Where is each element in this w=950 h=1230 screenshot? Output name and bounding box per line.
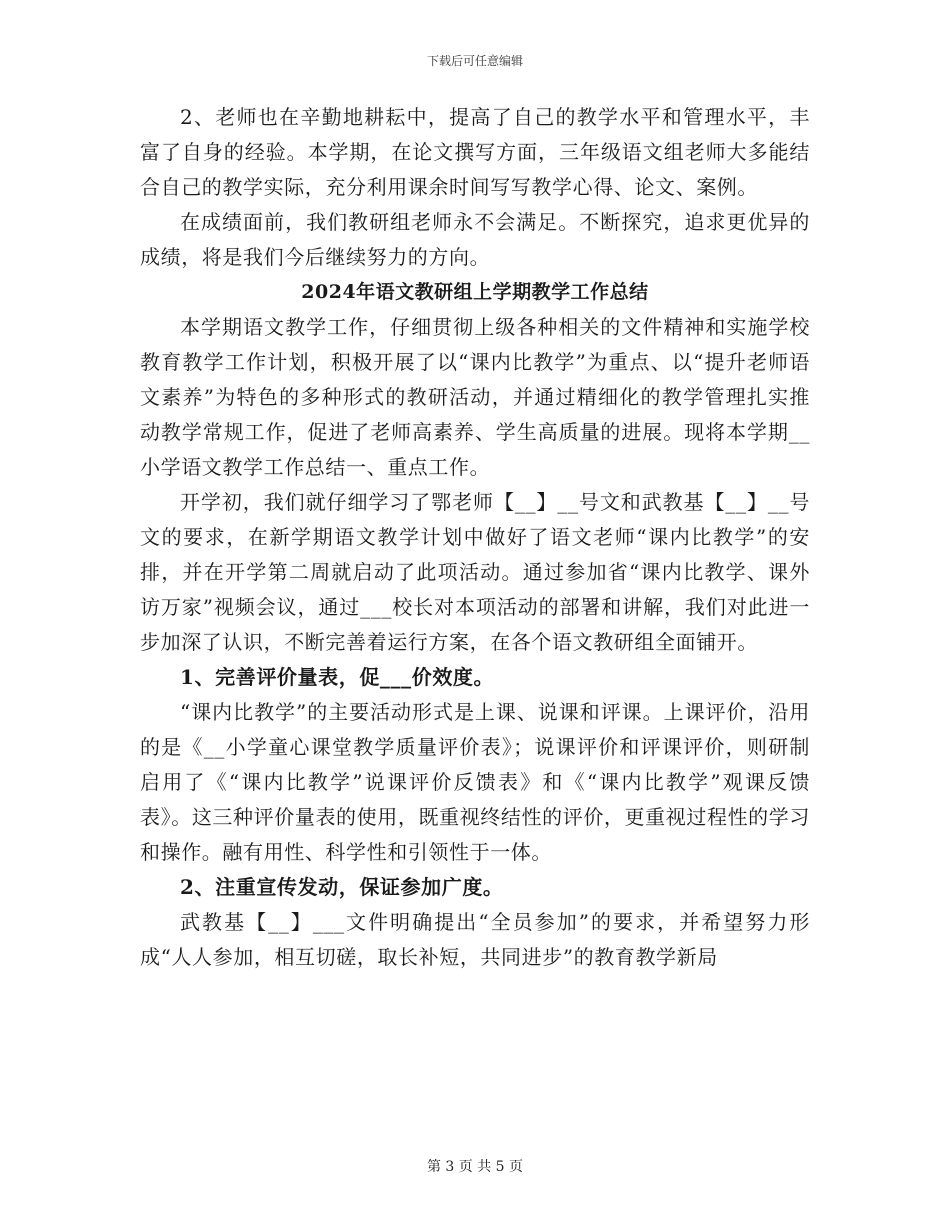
section-heading-evaluation: 1、完善评价量表，促___价效度。 [180,665,495,689]
document-body [140,100,810,975]
paragraph-semester-start: 开学初，我们就仔细学习了鄂老师【__】__号文和武教基【__】__号文的要求，在新学期语文教学计划中做好了语文老师“课内比教学”的安排，并在开学第二周就启动了此项活动。通过参加省“课内比教学、课外访万家”视频会议，通过___校长对本项活动的部署和讲解，我们对此进一步加深了认识，不断完善着运行方案，在各个语文教研组全面铺开。 [140,490,810,654]
paragraph-evaluation: “课内比教学”的主要活动形式是上课、说课和评课。上课评价，沿用的是《__小学童心课堂教学质量评价表》；说课评价和评课评价，则研制启用了《“课内比教学”说课评价反馈表》和《“课内比教学”观课反馈表》。这三种评价量表的使用，既重视终结性的评价，更重视过程性的学习和操作。融有用性、科学性和引领性于一体。 [140,700,810,864]
paragraph-teacher-growth: 2、老师也在辛勤地耕耘中，提高了自己的教学水平和管理水平，丰富了自身的经验。本学期，在论文撰写方面，三年级语文组老师大多能结合自己的教学实际，充分利用课余时间写写教学心得、论文、案例。 [140,105,810,199]
paragraph-overview: 本学期语文教学工作，仔细贯彻上级各种相关的文件精神和实施学校教育教学工作计划，积极开展了以“课内比教学”为重点、以“提升老师语文素养”为特色的多种形式的教研活动，并通过精细化的教学管理扎实推动教学常规工作，促进了老师高素养、学生高质量的进展。现将本学期__小学语文教学工作总结一、重点工作。 [140,315,810,479]
section-heading-publicity: 2、注重宣传发动，保证参加广度。 [180,875,504,899]
document-title: 2024年语文教研组上学期教学工作总结 [301,281,649,303]
page-header: 下载后可任意编辑 [426,54,523,68]
paragraph-future-direction: 在成绩面前，我们教研组老师永不会满足。不断探究，追求更优异的成绩，将是我们今后继续努力的方向。 [140,210,810,269]
paragraph-participation: 武教基【__】___文件明确提出“全员参加”的要求，并希望努力形成“人人参加，相互切磋，取长补短，共同进步”的教育教学新局 [140,910,810,969]
page-number: 第 3 页 共 5 页 [426,1159,524,1175]
